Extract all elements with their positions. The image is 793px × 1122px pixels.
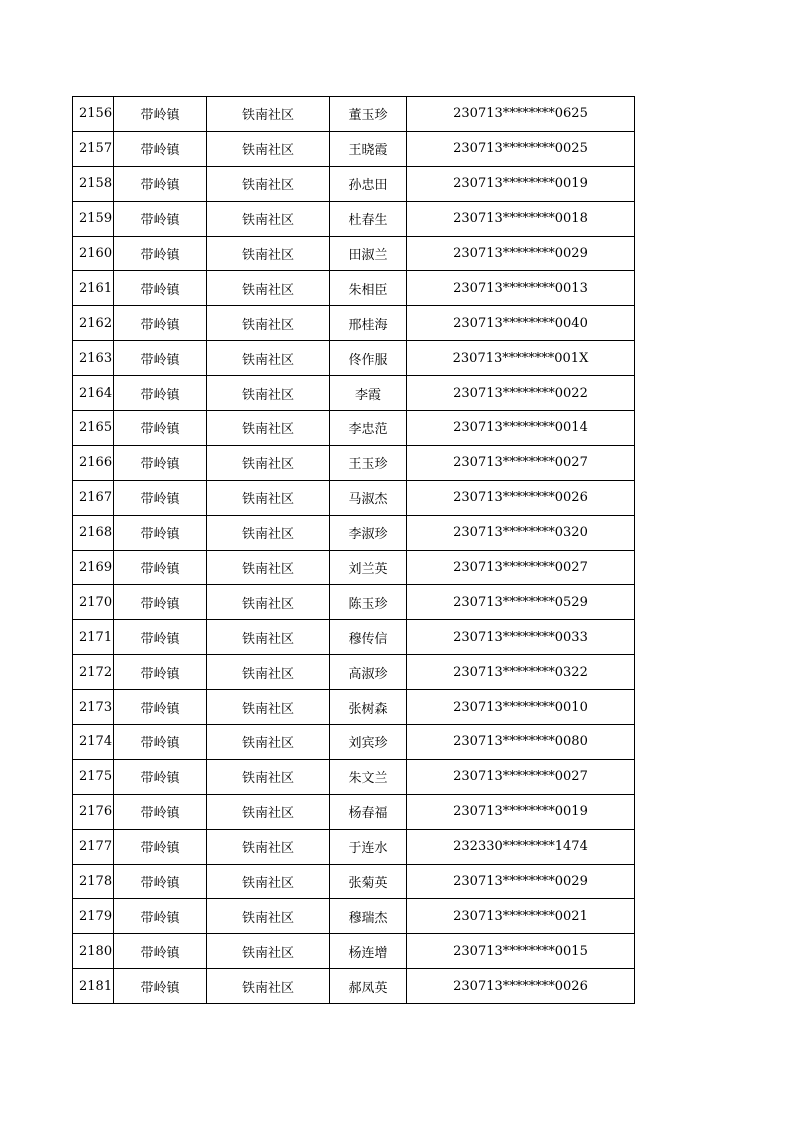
table-row <box>73 550 635 585</box>
id-number-cell: 230713********0014 <box>407 411 635 446</box>
row-number-cell: 2157 <box>73 131 114 166</box>
town-cell: 带岭镇 <box>114 934 207 969</box>
row-number-cell: 2156 <box>73 97 114 132</box>
id-number-cell: 230713********0040 <box>407 306 635 341</box>
row-number-cell: 2164 <box>73 376 114 411</box>
community-cell: 铁南社区 <box>207 690 330 725</box>
town-cell: 带岭镇 <box>114 690 207 725</box>
person-name-cell: 刘兰英 <box>330 550 407 585</box>
row-number-cell: 2158 <box>73 166 114 201</box>
person-name-cell: 朱文兰 <box>330 759 407 794</box>
table-row <box>73 411 635 446</box>
id-number-cell: 230713********0029 <box>407 236 635 271</box>
table-row <box>73 515 635 550</box>
town-cell: 带岭镇 <box>114 271 207 306</box>
table-row <box>73 969 635 1004</box>
person-name-cell: 李淑珍 <box>330 515 407 550</box>
row-number-cell: 2179 <box>73 899 114 934</box>
id-number-cell: 230713********0027 <box>407 759 635 794</box>
id-number-cell: 230713********0625 <box>407 97 635 132</box>
id-number-cell: 230713********0019 <box>407 166 635 201</box>
community-cell: 铁南社区 <box>207 480 330 515</box>
table-row <box>73 236 635 271</box>
community-cell: 铁南社区 <box>207 829 330 864</box>
roster-table <box>72 96 635 1004</box>
town-cell: 带岭镇 <box>114 306 207 341</box>
town-cell: 带岭镇 <box>114 829 207 864</box>
community-cell: 铁南社区 <box>207 794 330 829</box>
id-number-cell: 230713********0080 <box>407 725 635 760</box>
town-cell: 带岭镇 <box>114 341 207 376</box>
community-cell: 铁南社区 <box>207 759 330 794</box>
community-cell: 铁南社区 <box>207 271 330 306</box>
row-number-cell: 2181 <box>73 969 114 1004</box>
town-cell: 带岭镇 <box>114 655 207 690</box>
town-cell: 带岭镇 <box>114 864 207 899</box>
community-cell: 铁南社区 <box>207 585 330 620</box>
town-cell: 带岭镇 <box>114 620 207 655</box>
id-number-cell: 230713********0010 <box>407 690 635 725</box>
table-row <box>73 306 635 341</box>
row-number-cell: 2166 <box>73 445 114 480</box>
row-number-cell: 2176 <box>73 794 114 829</box>
table-row <box>73 341 635 376</box>
community-cell: 铁南社区 <box>207 899 330 934</box>
id-number-cell: 230713********001X <box>407 341 635 376</box>
community-cell: 铁南社区 <box>207 864 330 899</box>
person-name-cell: 王玉珍 <box>330 445 407 480</box>
community-cell: 铁南社区 <box>207 306 330 341</box>
table-row <box>73 131 635 166</box>
table-row <box>73 376 635 411</box>
table-row <box>73 166 635 201</box>
person-name-cell: 于连水 <box>330 829 407 864</box>
person-name-cell: 佟作服 <box>330 341 407 376</box>
id-number-cell: 230713********0320 <box>407 515 635 550</box>
row-number-cell: 2172 <box>73 655 114 690</box>
row-number-cell: 2174 <box>73 725 114 760</box>
person-name-cell: 陈玉珍 <box>330 585 407 620</box>
row-number-cell: 2175 <box>73 759 114 794</box>
person-name-cell: 穆传信 <box>330 620 407 655</box>
id-number-cell: 230713********0033 <box>407 620 635 655</box>
town-cell: 带岭镇 <box>114 236 207 271</box>
table-row <box>73 97 635 132</box>
person-name-cell: 高淑珍 <box>330 655 407 690</box>
table-row <box>73 794 635 829</box>
person-name-cell: 张树森 <box>330 690 407 725</box>
row-number-cell: 2162 <box>73 306 114 341</box>
town-cell: 带岭镇 <box>114 759 207 794</box>
community-cell: 铁南社区 <box>207 934 330 969</box>
town-cell: 带岭镇 <box>114 794 207 829</box>
table-row <box>73 445 635 480</box>
town-cell: 带岭镇 <box>114 97 207 132</box>
row-number-cell: 2165 <box>73 411 114 446</box>
id-number-cell: 230713********0021 <box>407 899 635 934</box>
table-row <box>73 864 635 899</box>
row-number-cell: 2170 <box>73 585 114 620</box>
community-cell: 铁南社区 <box>207 411 330 446</box>
id-number-cell: 230713********0029 <box>407 864 635 899</box>
person-name-cell: 李忠范 <box>330 411 407 446</box>
row-number-cell: 2169 <box>73 550 114 585</box>
community-cell: 铁南社区 <box>207 550 330 585</box>
id-number-cell: 230713********0027 <box>407 550 635 585</box>
person-name-cell: 马淑杰 <box>330 480 407 515</box>
person-name-cell: 穆瑞杰 <box>330 899 407 934</box>
town-cell: 带岭镇 <box>114 166 207 201</box>
community-cell: 铁南社区 <box>207 725 330 760</box>
person-name-cell: 杜春生 <box>330 201 407 236</box>
id-number-cell: 230713********0529 <box>407 585 635 620</box>
community-cell: 铁南社区 <box>207 969 330 1004</box>
person-name-cell: 郝凤英 <box>330 969 407 1004</box>
table-row <box>73 620 635 655</box>
community-cell: 铁南社区 <box>207 236 330 271</box>
person-name-cell: 孙忠田 <box>330 166 407 201</box>
person-name-cell: 李霞 <box>330 376 407 411</box>
table-row <box>73 201 635 236</box>
row-number-cell: 2163 <box>73 341 114 376</box>
person-name-cell: 张菊英 <box>330 864 407 899</box>
id-number-cell: 230713********0026 <box>407 969 635 1004</box>
community-cell: 铁南社区 <box>207 97 330 132</box>
community-cell: 铁南社区 <box>207 131 330 166</box>
row-number-cell: 2177 <box>73 829 114 864</box>
person-name-cell: 董玉珍 <box>330 97 407 132</box>
town-cell: 带岭镇 <box>114 515 207 550</box>
id-number-cell: 230713********0018 <box>407 201 635 236</box>
table-row <box>73 899 635 934</box>
table-row <box>73 725 635 760</box>
person-name-cell: 杨连增 <box>330 934 407 969</box>
community-cell: 铁南社区 <box>207 620 330 655</box>
table-row <box>73 934 635 969</box>
table-row <box>73 690 635 725</box>
id-number-cell: 230713********0025 <box>407 131 635 166</box>
person-name-cell: 刘宾珍 <box>330 725 407 760</box>
town-cell: 带岭镇 <box>114 201 207 236</box>
community-cell: 铁南社区 <box>207 445 330 480</box>
community-cell: 铁南社区 <box>207 166 330 201</box>
community-cell: 铁南社区 <box>207 655 330 690</box>
town-cell: 带岭镇 <box>114 725 207 760</box>
row-number-cell: 2180 <box>73 934 114 969</box>
id-number-cell: 230713********0322 <box>407 655 635 690</box>
row-number-cell: 2160 <box>73 236 114 271</box>
row-number-cell: 2167 <box>73 480 114 515</box>
id-number-cell: 230713********0027 <box>407 445 635 480</box>
community-cell: 铁南社区 <box>207 201 330 236</box>
person-name-cell: 王晓霞 <box>330 131 407 166</box>
row-number-cell: 2171 <box>73 620 114 655</box>
row-number-cell: 2161 <box>73 271 114 306</box>
community-cell: 铁南社区 <box>207 515 330 550</box>
row-number-cell: 2173 <box>73 690 114 725</box>
row-number-cell: 2159 <box>73 201 114 236</box>
table-row <box>73 655 635 690</box>
town-cell: 带岭镇 <box>114 445 207 480</box>
table-row <box>73 480 635 515</box>
town-cell: 带岭镇 <box>114 131 207 166</box>
town-cell: 带岭镇 <box>114 480 207 515</box>
community-cell: 铁南社区 <box>207 341 330 376</box>
table-row <box>73 829 635 864</box>
town-cell: 带岭镇 <box>114 899 207 934</box>
table-row <box>73 759 635 794</box>
id-number-cell: 230713********0019 <box>407 794 635 829</box>
town-cell: 带岭镇 <box>114 969 207 1004</box>
row-number-cell: 2168 <box>73 515 114 550</box>
person-name-cell: 杨春福 <box>330 794 407 829</box>
person-name-cell: 邢桂海 <box>330 306 407 341</box>
id-number-cell: 230713********0013 <box>407 271 635 306</box>
id-number-cell: 230713********0022 <box>407 376 635 411</box>
id-number-cell: 230713********0015 <box>407 934 635 969</box>
table-row <box>73 271 635 306</box>
table-row <box>73 585 635 620</box>
person-name-cell: 田淑兰 <box>330 236 407 271</box>
person-name-cell: 朱相臣 <box>330 271 407 306</box>
town-cell: 带岭镇 <box>114 411 207 446</box>
id-number-cell: 232330********1474 <box>407 829 635 864</box>
town-cell: 带岭镇 <box>114 585 207 620</box>
community-cell: 铁南社区 <box>207 376 330 411</box>
row-number-cell: 2178 <box>73 864 114 899</box>
town-cell: 带岭镇 <box>114 550 207 585</box>
roster-body <box>73 97 635 1004</box>
id-number-cell: 230713********0026 <box>407 480 635 515</box>
town-cell: 带岭镇 <box>114 376 207 411</box>
